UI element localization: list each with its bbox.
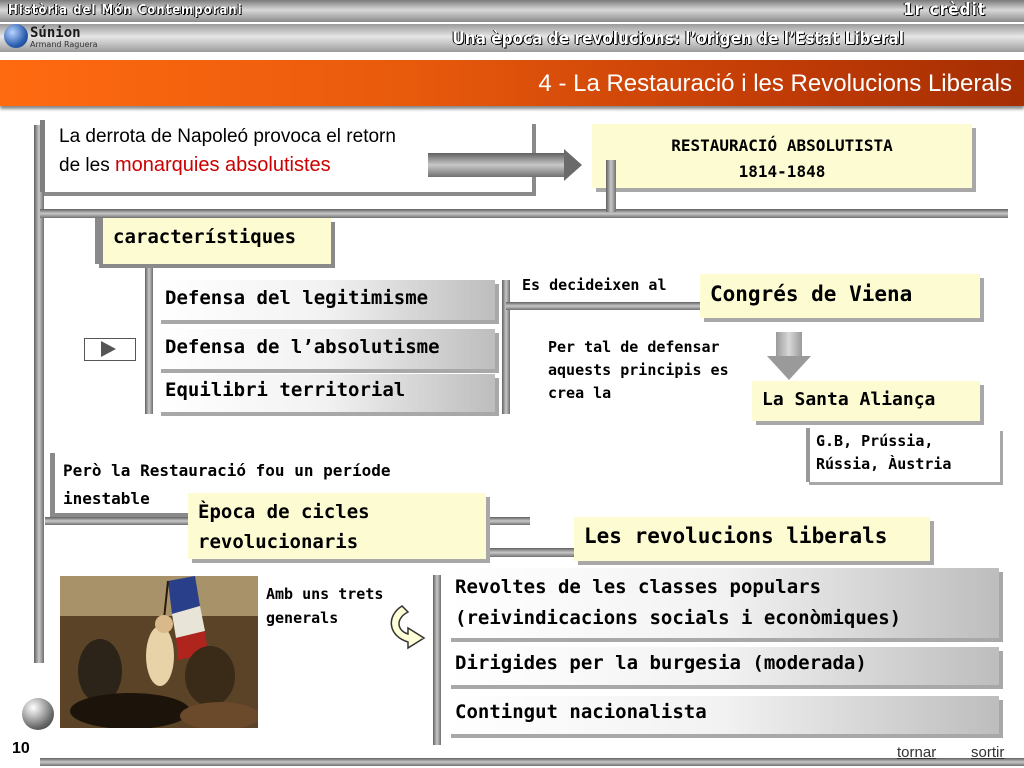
intro-line1: La derrota de Napoleó provoca el retorn bbox=[59, 126, 396, 147]
item-legitimisme bbox=[157, 280, 495, 320]
curved-arrow-icon bbox=[382, 602, 430, 652]
sphere-button-icon[interactable] bbox=[22, 698, 54, 730]
arrow-right-icon bbox=[564, 149, 582, 181]
intro-arrow-shaft bbox=[428, 153, 566, 177]
inestable-line1: Però la Restauració fou un període bbox=[63, 461, 391, 480]
logo-name: Súnion bbox=[30, 25, 81, 41]
play-icon bbox=[101, 341, 116, 357]
item-absolutisme-label: Defensa de l’absolutisme bbox=[165, 336, 440, 358]
main-vertical-bar bbox=[34, 125, 44, 663]
rev-item-burgesia bbox=[447, 647, 999, 685]
rev-item-burgesia-label: Dirigides per la burgesia (moderada) bbox=[455, 652, 867, 674]
restauracio-connector bbox=[606, 160, 616, 212]
rev-item-nacionalista bbox=[447, 696, 999, 734]
caracteristiques-box bbox=[95, 218, 331, 264]
globe-logo-icon bbox=[4, 24, 28, 48]
page-number: 10 bbox=[12, 740, 30, 757]
defensar-text bbox=[548, 336, 729, 405]
caracteristiques-label: característiques bbox=[113, 226, 297, 248]
congres-connector bbox=[506, 302, 706, 310]
santa-alianca-box bbox=[752, 381, 980, 421]
paisos-box bbox=[806, 428, 1000, 482]
trets-line2: generals bbox=[266, 609, 339, 627]
intro-line2-prefix: de les bbox=[59, 155, 110, 176]
intro-highlight: monarquies absolutistes bbox=[114, 154, 331, 176]
revolucions-box bbox=[574, 517, 930, 561]
sortir-link[interactable]: sortir bbox=[971, 744, 1005, 761]
arrow-down-shaft bbox=[776, 332, 802, 358]
items-vertical-bar bbox=[145, 262, 153, 414]
credit-label: 1r crèdit bbox=[903, 0, 986, 20]
course-title: Història del Món Contemporani bbox=[8, 3, 243, 18]
cicles-box bbox=[188, 493, 486, 559]
restauracio-box bbox=[592, 124, 972, 188]
defensar-line1: Per tal de defensar bbox=[548, 338, 720, 356]
rev-item-revoltes-line1: Revoltes de les classes populars bbox=[455, 576, 822, 598]
cicles-line2: revolucionaris bbox=[198, 531, 359, 553]
main-horizontal-bar bbox=[40, 209, 1008, 218]
paisos-line2: Rússia, Àustria bbox=[816, 455, 952, 473]
item-equilibri-label: Equilibri territorial bbox=[165, 379, 406, 401]
trets-line1: Amb uns trets bbox=[266, 585, 384, 603]
congres-intro: Es decideixen al bbox=[522, 276, 667, 294]
paisos-line1: G.B, Prússia, bbox=[816, 432, 934, 450]
footer-bar bbox=[40, 758, 1024, 766]
painting-image bbox=[60, 576, 258, 728]
cicles-line1: Època de cicles bbox=[198, 501, 370, 523]
liberty-painting bbox=[60, 576, 258, 728]
defensar-line2: aquests principis es bbox=[548, 361, 729, 379]
play-button[interactable] bbox=[84, 338, 136, 361]
logo-author: Armand Raguera bbox=[30, 40, 98, 49]
defensar-line3: crea la bbox=[548, 384, 612, 402]
tornar-link[interactable]: tornar bbox=[897, 744, 937, 761]
restauracio-title: RESTAURACIÓ ABSOLUTISTA bbox=[671, 136, 893, 155]
rev-vertical-bar bbox=[433, 575, 441, 745]
item-absolutisme bbox=[157, 329, 495, 369]
rev-item-revoltes-line2: (reivindicacions socials i econòmiques) bbox=[455, 607, 902, 629]
restauracio-dates: 1814-1848 bbox=[738, 162, 826, 181]
rev-item-nacionalista-label: Contingut nacionalista bbox=[455, 701, 707, 723]
santa-alianca-label: La Santa Aliança bbox=[762, 389, 936, 410]
item-legitimisme-label: Defensa del legitimisme bbox=[165, 287, 429, 309]
unit-title: Una època de revolucions: l’origen de l’Estat Liberal bbox=[452, 29, 904, 49]
slide-title: 4 - La Restauració i les Revolucions Liberals bbox=[538, 70, 1012, 97]
congres-box bbox=[700, 274, 980, 318]
inestable-line2: inestable bbox=[63, 489, 150, 508]
revolucions-title: Les revolucions liberals bbox=[584, 524, 888, 548]
arrow-down-icon bbox=[767, 356, 811, 380]
item-equilibri bbox=[157, 374, 495, 412]
items-right-bar bbox=[502, 280, 510, 414]
congres-label: Congrés de Viena bbox=[710, 282, 913, 306]
trets-text bbox=[266, 582, 383, 630]
rev-item-revoltes bbox=[447, 568, 999, 638]
